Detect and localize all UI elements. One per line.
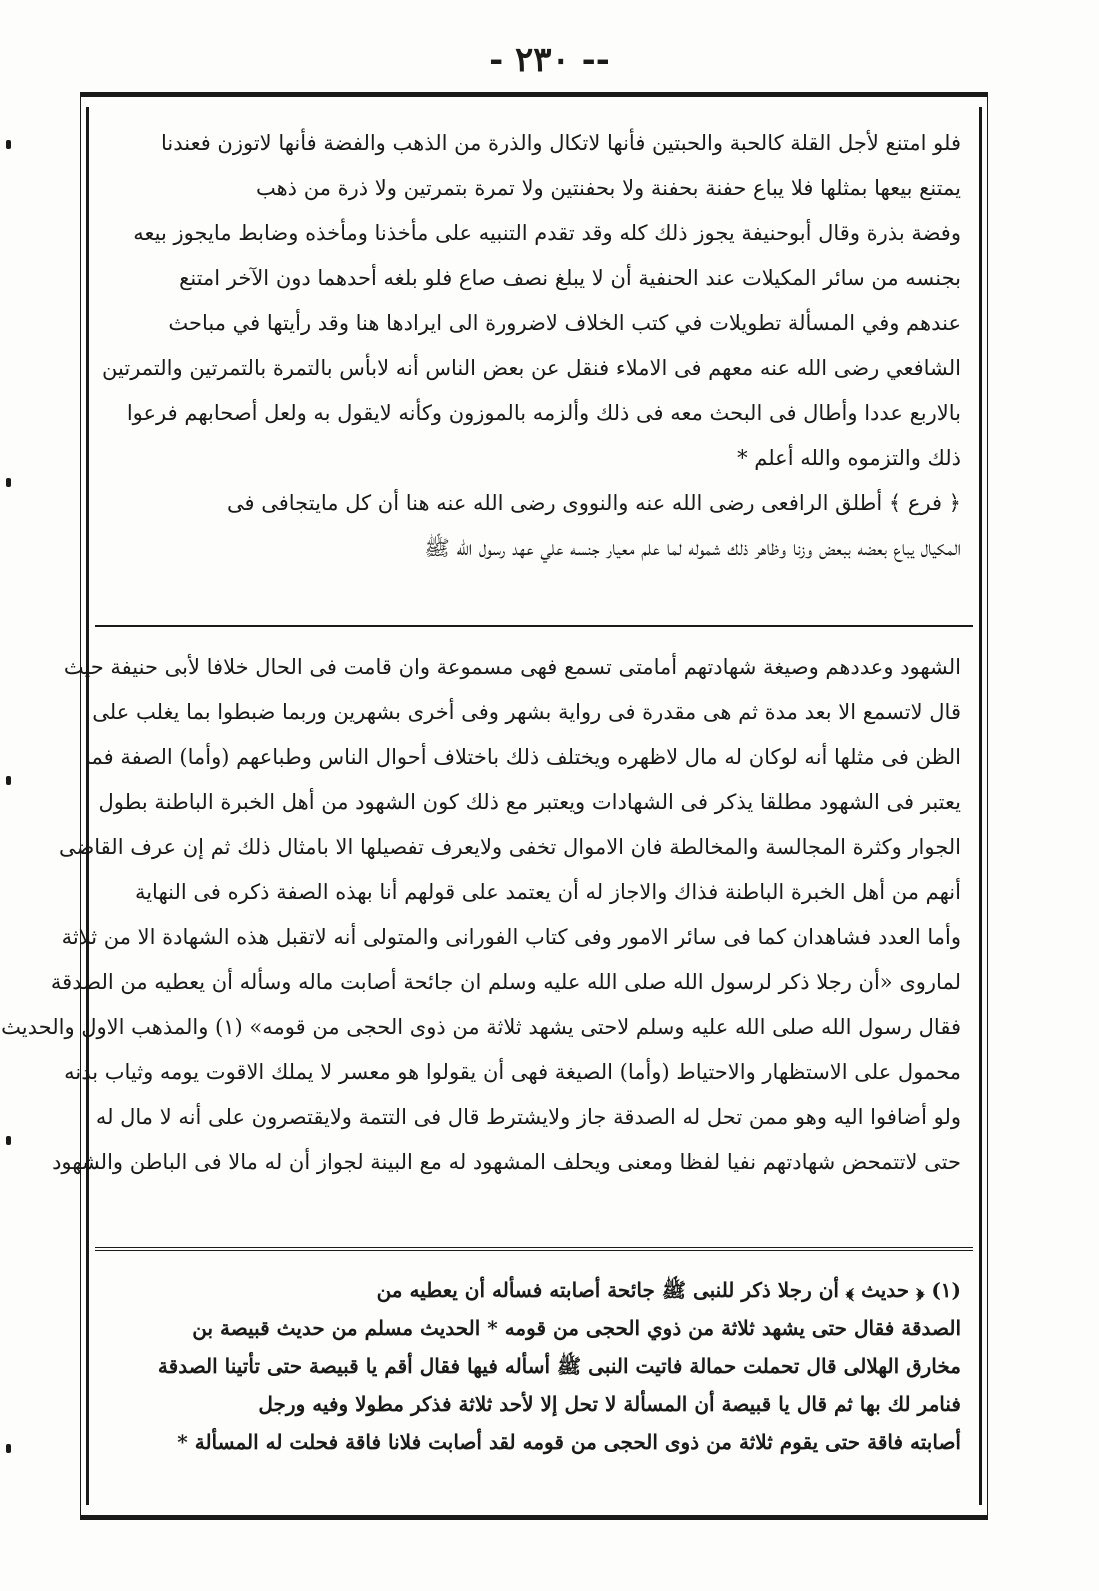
text-line: الجوار وكثرة المجالسة والمخالطة فان الاموال تخفى ولايعرف تفصيلها الا بامثال ذلك ثم إن عرف القاضى [58,835,961,859]
margin-mark [6,1444,11,1453]
footnote-line: فنامر لك بها ثم قال يا قبيصة أن المسألة لا تحل إلا لأحد ثلاثة فذكر مطولا وفيه ورجل [258,1392,961,1416]
lower-text-block [1,645,961,1185]
text-line: الشهود وعددهم وصيغة شهادتهم أمامتى تسمع فهى مسموعة وان قامت فى الحال خلافا لأبى حنيفة حيث [63,655,961,679]
text-line: الظن فى مثلها أنه لوكان له مال لاظهره ويختلف ذلك باختلاف أحوال الناس وطباعهم (وأما) الصفة فما [85,745,961,769]
text-line: وأما العدد فشاهدان كما فى سائر الامور وفى كتاب الفورانى والمتولى أنه لاتقبل هذه الشهادة الا من ثلاثة [61,925,961,949]
frame-border-left [80,97,81,1515]
text-line: الشافعي رضى الله عنه معهم فى الاملاء فنقل عن بعض الناس أنه لابأس بالتمرة بالتمرتين والتمرتين [102,356,961,380]
margin-mark [6,776,11,785]
text-line: أنهم من أهل الخبرة الباطنة فذاك والاجاز له أن يعتمد على قولهم أنا بهذه الصفة ذكره فى النهاية [134,880,961,904]
text-line: ﴿ فرع ﴾ أطلق الرافعى رضى الله عنه والنووى رضى الله عنه هنا أن كل مايتجافى فى [227,491,961,515]
text-line: المكيال يباع بعضه ببعض وزنا وظاهر ذلك شموله لما علم معيار جنسه علي عهد رسول الله ﷺ [424,536,961,560]
section-divider [95,625,973,627]
text-line: يعتبر فى الشهود مطلقا يذكر فى الشهادات ويعتبر مع ذلك كون الشهود من أهل الخبرة الباطنة بطول [98,790,961,814]
frame-inner [1,107,982,1505]
text-line: فقال رسول الله صلى الله عليه وسلم لاحتى يشهد ثلاثة من ذوى الحجى من قومه» (١) والمذهب الاول والحديث [1,1015,961,1039]
text-line: بجنسه من سائر المكيلات عند الحنفية أن لا يبلغ نصف صاع فلو بلغه أحدهما دون الآخر امتنع [179,266,961,290]
margin-mark [6,140,11,149]
text-line: محمول على الاستظهار والاحتياط (وأما) الصيغة فهى أن يقولوا هو معسر لا يملك الاقوت يومه وثياب بدنه [64,1060,961,1084]
footnote-line: (١) ﴿ حديث ﴾ أن رجلا ذكر للنبى ﷺ جائحة أصابته فسأله أن يعطيه من [376,1278,961,1302]
text-line: حتى لاتتمحض شهادتهم نفيا لفظا ومعنى ويحلف المشهود له مع البينة لجواز أن له مالا فى الباطن والشهود [52,1150,961,1174]
footnote-block [107,1271,961,1461]
text-line: ذلك والتزموه والله أعلم * [737,446,961,470]
text-line: بالاربع عددا وأطال فى البحث معه فى ذلك وألزمه بالموزون وكأنه لايقول به ولعل أصحابهم فرعوا [126,401,961,425]
text-line: وفضة بذرة وقال أبوحنيفة يجوز ذلك كله وقد تقدم التنبيه على مأخذنا ومأخذه وضابط مايجوز بيعه [133,221,961,245]
text-line: لماروى «أن رجلا ذكر لرسول الله صلى الله عليه وسلم ان جائحة أصابت ماله وسأله أن يعطيه من الصدقة [50,970,961,994]
text-line: يمتنع بيعها بمثلها فلا يباع حفنة بحفنة ولا بحفنتين ولا تمرة بتمرتين ولا ذرة من ذهب [255,176,961,200]
footnote-divider [95,1247,973,1254]
footnote-line: الصدقة فقال حتى يشهد ثلاثة من ذوي الحجى من قومه * الحديث مسلم من حديث قبيصة بن [192,1316,961,1340]
text-line: عندهم وفي المسألة تطويلات في كتب الخلاف لاضرورة الى ايرادها هنا وقد رأيتها في مباحث [168,311,961,335]
text-line: ولو أضافوا اليه وهو ممن تحل له الصدقة جاز ولايشترط قال فى التتمة ولايقتصرون على أنه لا مال له [95,1105,961,1129]
margin-mark [6,478,11,487]
page-frame [1,92,988,1520]
text-line: فلو امتنع لأجل القلة كالحبة والحبتين فأنها لاتكال والذرة من الذهب والفضة فأنها لاتوزن فعندنا [160,131,961,155]
margin-mark [6,1136,11,1145]
text-line: قال لاتسمع الا بعد مدة ثم هى مقدرة فى رواية بشهر وفى أخرى بشهرين وربما ضبطوا بما يغلب على [92,700,961,724]
upper-text-block [102,121,961,571]
footnote-line: مخارق الهلالى قال تحملت حمالة فاتيت النبى ﷺ أسأله فيها فقال أقم يا قبيصة حتى تأتينا الصدقة [157,1354,961,1378]
frame-border-right [987,97,988,1515]
page-number: -- ٢٣٠ - [489,40,610,80]
footnote-line: أصابته فاقة حتى يقوم ثلاثة من ذوى الحجى من قومه لقد أصابت فلانا فاقة فحلت له المسألة * [177,1430,961,1454]
